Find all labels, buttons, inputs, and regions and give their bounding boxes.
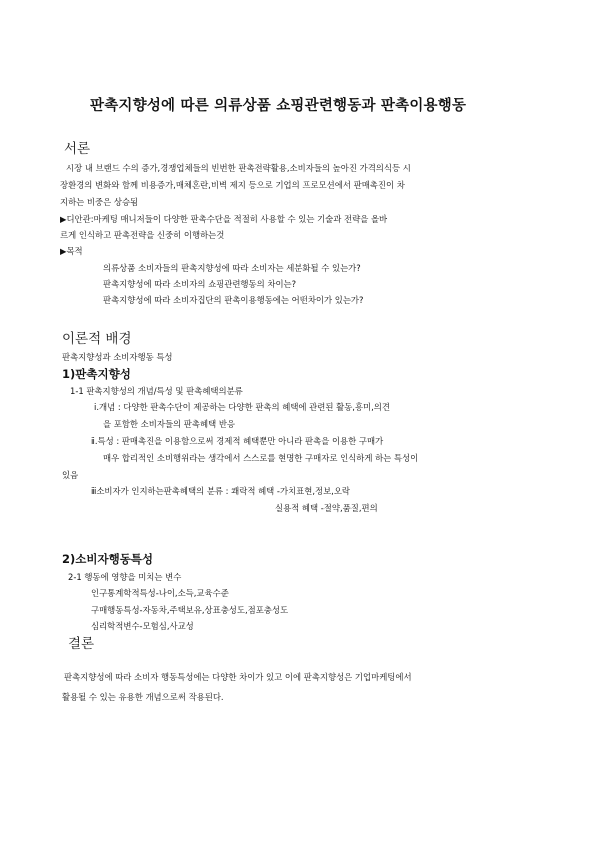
conclusion-heading: 결론 — [68, 636, 95, 652]
section-1-1-heading: 1-1 판촉지향성의 개념/특성 및 판촉혜택의분류 — [70, 386, 243, 396]
behavior-variable-1: 인구통계학적특성-나이,소득,교육수준 — [91, 588, 229, 598]
trait-line-2: 매우 합리적인 소비행위라는 생각에서 스스로를 현명한 구매자로 인식하게 하는 특성이 — [103, 453, 419, 463]
concept-line-2: 을 포함한 소비자들의 판촉혜택 반응 — [103, 419, 236, 429]
section-1-heading: 1)판촉지향성 — [62, 367, 131, 381]
purpose-item-1: 의류상품 소비자들의 판촉지향성에 따라 소비자는 세분화될 수 있는가? — [103, 263, 361, 273]
conclusion-line-2: 활용될 수 있는 유용한 개념으로써 작용된다. — [62, 692, 224, 702]
section-2-heading: 2)소비자행동특성 — [62, 552, 154, 566]
trait-line-3: 있음 — [62, 470, 79, 480]
purpose-item-2: 판촉지향성에 따라 소비자의 쇼핑관련행동의 차이는? — [103, 279, 297, 289]
design-line-1: ▶디안관:마케팅 매니저들이 다양한 판촉수단을 적절히 사용할 수 있는 기술과 전략을 올바 — [60, 214, 388, 224]
trait-line-1: ⅱ.특성 : 판매촉진을 이용함으로써 경제적 혜택뿐만 아니라 판촉을 이용한 구매가 — [91, 436, 384, 446]
purpose-label: ▶목적 — [60, 246, 83, 256]
behavior-variable-3: 심리학적변수-모험심,사교성 — [91, 621, 194, 631]
concept-line-1: ⅰ.개념 : 다양한 판촉수단이 제공하는 다양한 판촉의 혜택에 관련된 활동,흥미,의견 — [94, 402, 390, 412]
theory-subheading: 판촉지향성과 소비자행동 특성 — [62, 352, 173, 362]
benefit-classification-line-2: 실용적 혜택 -절약,품질,편의 — [275, 503, 378, 513]
intro-paragraph-line-1: 시장 내 브랜드 수의 증가,경쟁업체들의 빈번한 판촉전략활용,소비자들의 높아진 가격의식등 시 — [66, 163, 411, 173]
intro-heading: 서론 — [64, 141, 91, 157]
intro-paragraph-line-3: 지하는 비중은 상승됨 — [60, 197, 139, 207]
intro-paragraph-line-2: 장환경의 변화와 함께 비용증가,매체혼란,비벽 제지 등으로 기업의 프로모션에서 판매촉진이 차 — [60, 180, 405, 190]
benefit-classification-line-1: ⅲ소비자가 인지하는판촉혜택의 분류 : 쾌락적 혜택 -가치표현,정보,오락 — [91, 486, 351, 496]
behavior-variable-2: 구매행동특성-자동차,주택보유,상표충성도,점포충성도 — [91, 605, 289, 615]
theory-heading: 이론적 배경 — [62, 331, 132, 347]
conclusion-line-1: 판촉지향성에 따라 소비자 행동특성에는 다양한 차이가 있고 이에 판촉지향성은 기업마케팅에서 — [64, 672, 412, 682]
document-title: 판촉지향성에 따른 의류상품 쇼핑관련행동과 판촉이용행동 — [90, 98, 467, 114]
section-2-1-heading: 2-1 행동에 영향을 미치는 변수 — [68, 572, 182, 582]
purpose-item-3: 판촉지향성에 따라 소비자집단의 판촉이용행동에는 어떤차이가 있는가? — [103, 295, 364, 305]
design-line-2: 르게 인식하고 판촉전략을 신중히 이행하는것 — [60, 230, 225, 240]
